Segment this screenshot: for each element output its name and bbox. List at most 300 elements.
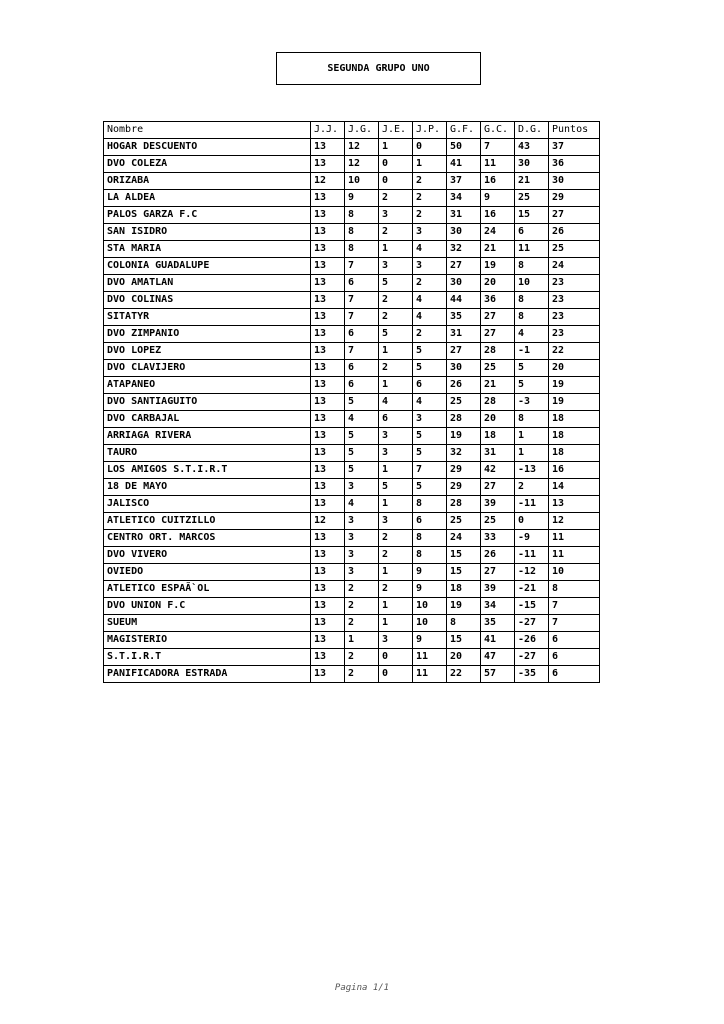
cell-gc: 27: [481, 309, 515, 326]
cell-gf: 37: [447, 173, 481, 190]
header-row: [104, 122, 600, 139]
cell-jj: 13: [311, 309, 345, 326]
cell-jj: 13: [311, 394, 345, 411]
cell-team-name: DVO CARBAJAL: [104, 411, 311, 428]
cell-gf: 27: [447, 343, 481, 360]
cell-jp: 3: [413, 258, 447, 275]
cell-jg: 3: [345, 530, 379, 547]
cell-team-name: ORIZABA: [104, 173, 311, 190]
cell-gc: 41: [481, 632, 515, 649]
cell-team-name: ATAPANEO: [104, 377, 311, 394]
cell-gc: 24: [481, 224, 515, 241]
cell-dg: 25: [515, 190, 549, 207]
cell-je: 6: [379, 411, 413, 428]
cell-jg: 7: [345, 292, 379, 309]
cell-gf: 32: [447, 241, 481, 258]
cell-je: 3: [379, 632, 413, 649]
cell-jj: 13: [311, 326, 345, 343]
cell-gf: 41: [447, 156, 481, 173]
table-row: [104, 292, 600, 309]
cell-dg: -9: [515, 530, 549, 547]
cell-jp: 0: [413, 139, 447, 156]
cell-team-name: DVO COLINAS: [104, 292, 311, 309]
cell-je: 3: [379, 428, 413, 445]
cell-jp: 3: [413, 411, 447, 428]
table-row: [104, 224, 600, 241]
cell-dg: 8: [515, 309, 549, 326]
cell-je: 1: [379, 241, 413, 258]
cell-gc: 47: [481, 649, 515, 666]
column-header-jj: J.J.: [311, 122, 345, 139]
cell-team-name: ARRIAGA RIVERA: [104, 428, 311, 445]
cell-jg: 2: [345, 581, 379, 598]
cell-jg: 3: [345, 513, 379, 530]
cell-jj: 13: [311, 190, 345, 207]
cell-je: 0: [379, 173, 413, 190]
cell-puntos: 16: [549, 462, 600, 479]
cell-dg: 30: [515, 156, 549, 173]
cell-gc: 33: [481, 530, 515, 547]
cell-gf: 26: [447, 377, 481, 394]
cell-je: 0: [379, 649, 413, 666]
cell-team-name: DVO UNION F.C: [104, 598, 311, 615]
table-row: [104, 207, 600, 224]
cell-dg: -1: [515, 343, 549, 360]
cell-team-name: ATLETICO CUITZILLO: [104, 513, 311, 530]
cell-team-name: COLONIA GUADALUPE: [104, 258, 311, 275]
cell-jj: 13: [311, 479, 345, 496]
table-row: [104, 581, 600, 598]
column-header-gc: G.C.: [481, 122, 515, 139]
cell-team-name: DVO SANTIAGUITO: [104, 394, 311, 411]
cell-puntos: 24: [549, 258, 600, 275]
table-row: [104, 411, 600, 428]
cell-jg: 8: [345, 207, 379, 224]
table-header: [104, 122, 600, 139]
column-header-dg: D.G.: [515, 122, 549, 139]
cell-dg: -26: [515, 632, 549, 649]
cell-dg: 6: [515, 224, 549, 241]
cell-je: 2: [379, 309, 413, 326]
cell-jg: 7: [345, 309, 379, 326]
cell-gc: 27: [481, 564, 515, 581]
cell-jj: 13: [311, 496, 345, 513]
cell-gc: 16: [481, 173, 515, 190]
cell-jp: 5: [413, 479, 447, 496]
cell-jj: 13: [311, 428, 345, 445]
cell-je: 3: [379, 207, 413, 224]
cell-jj: 13: [311, 207, 345, 224]
cell-team-name: CENTRO ORT. MARCOS: [104, 530, 311, 547]
cell-dg: 2: [515, 479, 549, 496]
cell-gc: 21: [481, 241, 515, 258]
table-row: [104, 360, 600, 377]
cell-gf: 28: [447, 411, 481, 428]
cell-jp: 1: [413, 156, 447, 173]
cell-gf: 8: [447, 615, 481, 632]
table-row: [104, 445, 600, 462]
cell-jj: 13: [311, 581, 345, 598]
cell-gf: 50: [447, 139, 481, 156]
cell-jp: 5: [413, 343, 447, 360]
cell-jg: 4: [345, 496, 379, 513]
cell-gc: 39: [481, 496, 515, 513]
table-row: [104, 564, 600, 581]
cell-jj: 13: [311, 275, 345, 292]
table-row: [104, 309, 600, 326]
cell-je: 5: [379, 326, 413, 343]
cell-je: 1: [379, 564, 413, 581]
table-row: [104, 649, 600, 666]
cell-gf: 19: [447, 598, 481, 615]
cell-jg: 3: [345, 479, 379, 496]
cell-gf: 19: [447, 428, 481, 445]
cell-jg: 3: [345, 564, 379, 581]
cell-puntos: 23: [549, 326, 600, 343]
cell-puntos: 30: [549, 173, 600, 190]
cell-gf: 35: [447, 309, 481, 326]
cell-gf: 32: [447, 445, 481, 462]
cell-je: 3: [379, 445, 413, 462]
cell-gf: 31: [447, 207, 481, 224]
cell-jp: 5: [413, 360, 447, 377]
cell-jp: 2: [413, 173, 447, 190]
cell-jg: 5: [345, 462, 379, 479]
cell-jp: 3: [413, 224, 447, 241]
cell-je: 5: [379, 275, 413, 292]
cell-gc: 27: [481, 479, 515, 496]
cell-jg: 2: [345, 649, 379, 666]
cell-team-name: HOGAR DESCUENTO: [104, 139, 311, 156]
cell-team-name: DVO CLAVIJERO: [104, 360, 311, 377]
cell-dg: 21: [515, 173, 549, 190]
cell-dg: -11: [515, 547, 549, 564]
page-title: SEGUNDA GRUPO UNO: [327, 63, 430, 74]
cell-jp: 9: [413, 564, 447, 581]
cell-jg: 8: [345, 224, 379, 241]
cell-jg: 5: [345, 428, 379, 445]
cell-team-name: SUEUM: [104, 615, 311, 632]
cell-jj: 13: [311, 377, 345, 394]
table-row: [104, 666, 600, 683]
cell-jj: 13: [311, 598, 345, 615]
cell-team-name: LA ALDEA: [104, 190, 311, 207]
cell-gf: 30: [447, 275, 481, 292]
cell-jj: 13: [311, 139, 345, 156]
cell-puntos: 19: [549, 377, 600, 394]
cell-jj: 13: [311, 649, 345, 666]
cell-jg: 5: [345, 445, 379, 462]
cell-gc: 20: [481, 275, 515, 292]
column-header-jg: J.G.: [345, 122, 379, 139]
cell-puntos: 14: [549, 479, 600, 496]
cell-gc: 36: [481, 292, 515, 309]
table-row: [104, 258, 600, 275]
cell-puntos: 6: [549, 666, 600, 683]
cell-team-name: S.T.I.R.T: [104, 649, 311, 666]
cell-je: 0: [379, 666, 413, 683]
cell-team-name: DVO COLEZA: [104, 156, 311, 173]
cell-dg: 10: [515, 275, 549, 292]
cell-jp: 10: [413, 598, 447, 615]
table-row: [104, 343, 600, 360]
table-row: [104, 139, 600, 156]
cell-dg: -27: [515, 615, 549, 632]
table-row: [104, 190, 600, 207]
cell-gc: 19: [481, 258, 515, 275]
cell-team-name: MAGISTERIO: [104, 632, 311, 649]
cell-je: 2: [379, 190, 413, 207]
cell-gc: 11: [481, 156, 515, 173]
cell-je: 1: [379, 377, 413, 394]
cell-gc: 28: [481, 394, 515, 411]
cell-team-name: JALISCO: [104, 496, 311, 513]
table-row: [104, 428, 600, 445]
cell-team-name: DVO LOPEZ: [104, 343, 311, 360]
table-row: [104, 462, 600, 479]
cell-gc: 34: [481, 598, 515, 615]
cell-je: 1: [379, 615, 413, 632]
table-row: [104, 479, 600, 496]
cell-gc: 27: [481, 326, 515, 343]
cell-jg: 6: [345, 275, 379, 292]
cell-puntos: 6: [549, 632, 600, 649]
table-row: [104, 615, 600, 632]
cell-dg: -3: [515, 394, 549, 411]
cell-dg: -12: [515, 564, 549, 581]
cell-gf: 24: [447, 530, 481, 547]
cell-jg: 2: [345, 666, 379, 683]
cell-jg: 2: [345, 598, 379, 615]
cell-gc: 39: [481, 581, 515, 598]
cell-jp: 11: [413, 666, 447, 683]
cell-team-name: ATLETICO ESPAÃ`OL: [104, 581, 311, 598]
cell-gf: 27: [447, 258, 481, 275]
cell-je: 2: [379, 581, 413, 598]
cell-team-name: PALOS GARZA F.C: [104, 207, 311, 224]
cell-je: 3: [379, 513, 413, 530]
cell-je: 4: [379, 394, 413, 411]
cell-jj: 13: [311, 258, 345, 275]
cell-jg: 9: [345, 190, 379, 207]
cell-jg: 6: [345, 360, 379, 377]
cell-puntos: 11: [549, 547, 600, 564]
cell-dg: 1: [515, 445, 549, 462]
table-row: [104, 547, 600, 564]
cell-team-name: STA MARIA: [104, 241, 311, 258]
cell-jp: 9: [413, 581, 447, 598]
cell-gf: 20: [447, 649, 481, 666]
cell-jp: 2: [413, 190, 447, 207]
cell-dg: -21: [515, 581, 549, 598]
cell-jj: 13: [311, 547, 345, 564]
cell-je: 0: [379, 156, 413, 173]
cell-dg: 8: [515, 292, 549, 309]
cell-gc: 31: [481, 445, 515, 462]
cell-jg: 8: [345, 241, 379, 258]
cell-je: 2: [379, 292, 413, 309]
cell-gc: 35: [481, 615, 515, 632]
cell-dg: 1: [515, 428, 549, 445]
cell-team-name: SITATYR: [104, 309, 311, 326]
cell-jp: 2: [413, 207, 447, 224]
cell-gc: 26: [481, 547, 515, 564]
cell-gc: 25: [481, 360, 515, 377]
cell-puntos: 20: [549, 360, 600, 377]
cell-je: 3: [379, 258, 413, 275]
cell-je: 1: [379, 462, 413, 479]
cell-gf: 15: [447, 564, 481, 581]
cell-gc: 9: [481, 190, 515, 207]
cell-jp: 6: [413, 513, 447, 530]
cell-jj: 13: [311, 632, 345, 649]
cell-je: 1: [379, 139, 413, 156]
cell-puntos: 27: [549, 207, 600, 224]
cell-jj: 13: [311, 564, 345, 581]
cell-gc: 21: [481, 377, 515, 394]
table-row: [104, 513, 600, 530]
cell-puntos: 23: [549, 309, 600, 326]
cell-puntos: 8: [549, 581, 600, 598]
cell-je: 2: [379, 224, 413, 241]
cell-gf: 15: [447, 632, 481, 649]
cell-team-name: TAURO: [104, 445, 311, 462]
cell-dg: 8: [515, 258, 549, 275]
cell-team-name: DVO AMATLAN: [104, 275, 311, 292]
cell-jj: 13: [311, 156, 345, 173]
cell-jg: 6: [345, 326, 379, 343]
cell-puntos: 37: [549, 139, 600, 156]
cell-dg: 11: [515, 241, 549, 258]
cell-puntos: 10: [549, 564, 600, 581]
cell-jg: 7: [345, 343, 379, 360]
cell-je: 2: [379, 360, 413, 377]
cell-je: 1: [379, 343, 413, 360]
column-header-gf: G.F.: [447, 122, 481, 139]
cell-je: 1: [379, 496, 413, 513]
cell-puntos: 18: [549, 428, 600, 445]
cell-jp: 4: [413, 292, 447, 309]
cell-gf: 25: [447, 394, 481, 411]
cell-puntos: 19: [549, 394, 600, 411]
cell-team-name: LOS AMIGOS S.T.I.R.T: [104, 462, 311, 479]
cell-team-name: 18 DE MAYO: [104, 479, 311, 496]
cell-je: 5: [379, 479, 413, 496]
cell-gc: 7: [481, 139, 515, 156]
cell-dg: 15: [515, 207, 549, 224]
cell-jg: 10: [345, 173, 379, 190]
cell-gf: 25: [447, 513, 481, 530]
table-row: [104, 275, 600, 292]
cell-jp: 11: [413, 649, 447, 666]
cell-puntos: 12: [549, 513, 600, 530]
cell-dg: -27: [515, 649, 549, 666]
cell-jj: 12: [311, 513, 345, 530]
cell-je: 2: [379, 547, 413, 564]
column-header-je: J.E.: [379, 122, 413, 139]
table-body: [104, 139, 600, 683]
cell-jp: 4: [413, 309, 447, 326]
cell-gc: 28: [481, 343, 515, 360]
cell-dg: -35: [515, 666, 549, 683]
cell-puntos: 22: [549, 343, 600, 360]
table-row: [104, 173, 600, 190]
cell-jp: 8: [413, 496, 447, 513]
cell-gf: 28: [447, 496, 481, 513]
cell-dg: -15: [515, 598, 549, 615]
cell-puntos: 36: [549, 156, 600, 173]
cell-jg: 6: [345, 377, 379, 394]
cell-je: 2: [379, 530, 413, 547]
cell-jj: 12: [311, 173, 345, 190]
cell-puntos: 23: [549, 292, 600, 309]
table-row: [104, 598, 600, 615]
cell-jp: 6: [413, 377, 447, 394]
cell-jj: 13: [311, 343, 345, 360]
column-header-nombre: Nombre: [104, 122, 311, 139]
cell-dg: 5: [515, 360, 549, 377]
standings-table: [103, 121, 600, 683]
cell-jj: 13: [311, 411, 345, 428]
cell-dg: 4: [515, 326, 549, 343]
cell-jg: 7: [345, 258, 379, 275]
cell-jj: 13: [311, 360, 345, 377]
cell-gc: 42: [481, 462, 515, 479]
cell-dg: 43: [515, 139, 549, 156]
cell-dg: -13: [515, 462, 549, 479]
cell-jp: 7: [413, 462, 447, 479]
cell-je: 1: [379, 598, 413, 615]
cell-gc: 20: [481, 411, 515, 428]
cell-gf: 29: [447, 462, 481, 479]
cell-jg: 2: [345, 615, 379, 632]
table-row: [104, 632, 600, 649]
cell-team-name: SAN ISIDRO: [104, 224, 311, 241]
table-row: [104, 530, 600, 547]
table-row: [104, 326, 600, 343]
table-row: [104, 496, 600, 513]
cell-jg: 1: [345, 632, 379, 649]
table-row: [104, 377, 600, 394]
cell-puntos: 29: [549, 190, 600, 207]
cell-puntos: 6: [549, 649, 600, 666]
cell-jj: 13: [311, 292, 345, 309]
column-header-puntos: Puntos: [549, 122, 600, 139]
cell-jj: 13: [311, 224, 345, 241]
cell-jg: 5: [345, 394, 379, 411]
cell-jj: 13: [311, 615, 345, 632]
cell-puntos: 26: [549, 224, 600, 241]
cell-jp: 8: [413, 530, 447, 547]
cell-jp: 5: [413, 428, 447, 445]
column-header-jp: J.P.: [413, 122, 447, 139]
cell-jg: 4: [345, 411, 379, 428]
cell-team-name: DVO VIVERO: [104, 547, 311, 564]
cell-puntos: 18: [549, 445, 600, 462]
cell-jp: 2: [413, 326, 447, 343]
page-footer: Pagina 1/1: [334, 983, 390, 993]
cell-jj: 13: [311, 666, 345, 683]
cell-team-name: OVIEDO: [104, 564, 311, 581]
cell-jg: 12: [345, 156, 379, 173]
cell-jp: 2: [413, 275, 447, 292]
cell-gc: 57: [481, 666, 515, 683]
cell-jj: 13: [311, 530, 345, 547]
cell-puntos: 7: [549, 598, 600, 615]
cell-puntos: 13: [549, 496, 600, 513]
cell-dg: -11: [515, 496, 549, 513]
cell-gc: 18: [481, 428, 515, 445]
